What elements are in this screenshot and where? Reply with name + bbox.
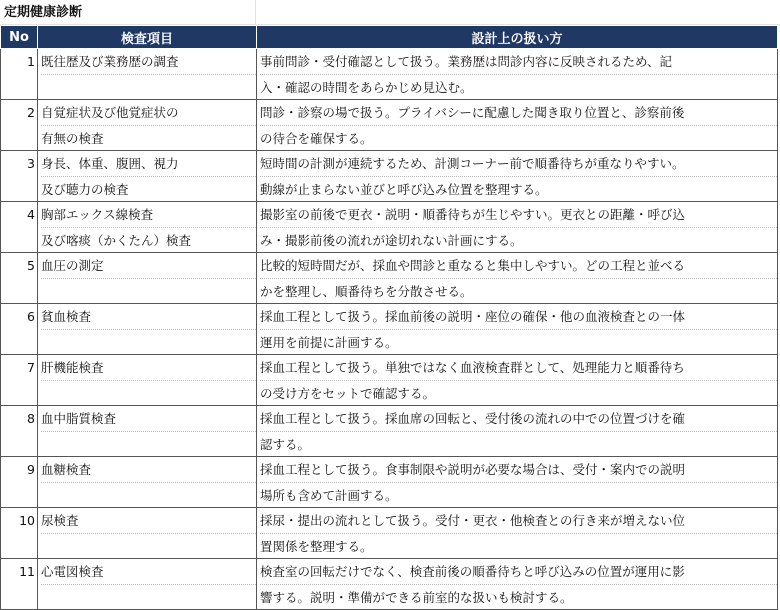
sheet-title[interactable]: 定期健康診断	[0, 0, 256, 25]
row-number[interactable]: 4	[1, 202, 38, 253]
design-note-line: 置関係を整理する。	[260, 533, 777, 559]
table-row	[1, 151, 778, 202]
design-note-line: の待合を確保する。	[260, 125, 777, 151]
exam-item-line: 胸部エックス線検査	[41, 207, 154, 222]
design-note-line: 採血工程として扱う。食事制限や説明が必要な場合は、受付・案内での説明	[260, 462, 686, 477]
exam-item-line: 心電図検査	[41, 564, 104, 579]
design-note-cell[interactable]	[257, 253, 778, 304]
row-number[interactable]: 9	[1, 457, 38, 508]
exam-item-line: 及び喀痰（かくたん）検査	[41, 227, 256, 253]
exam-item-line: 自覚症状及び他覚症状の	[41, 105, 179, 120]
design-note-cell[interactable]	[257, 508, 778, 559]
row-number[interactable]: 1	[1, 49, 38, 100]
exam-item-line: 血圧の測定	[41, 258, 104, 273]
table-row	[1, 202, 778, 253]
design-note-line: 採血工程として扱う。採血席の回転と、受付後の流れの中での位置づけを確	[260, 411, 686, 426]
design-note-line: 問診・診察の場で扱う。プライバシーに配慮した聞き取り位置と、診察前後	[260, 105, 685, 120]
design-note-line: の受け方をセットで確認する。	[260, 380, 777, 406]
exam-item-line	[41, 533, 256, 559]
header-no[interactable]: No	[1, 26, 38, 49]
title-row	[0, 0, 780, 25]
design-note-cell[interactable]	[257, 202, 778, 253]
design-note-line: 運用を前提に計画する。	[260, 329, 777, 355]
exam-item-cell[interactable]	[38, 457, 257, 508]
exam-item-line	[41, 329, 256, 355]
design-note-line: 比較的短時間だが、採血や問診と重なると集中しやすい。どの工程と並べる	[260, 258, 686, 273]
exam-item-cell[interactable]	[38, 508, 257, 559]
header-item[interactable]: 検査項目	[38, 26, 257, 49]
design-note-line: 入・確認の時間をあらかじめ見込む。	[260, 74, 777, 100]
exam-item-line: 既往歴及び業務歴の調査	[41, 54, 179, 69]
design-note-cell[interactable]	[257, 559, 778, 610]
exam-item-line: 肝機能検査	[41, 360, 104, 375]
design-note-cell[interactable]	[257, 151, 778, 202]
exam-item-line: 身長、体重、腹囲、視力	[41, 156, 179, 171]
exam-item-line: 血中脂質検査	[41, 411, 117, 426]
header-row	[1, 26, 778, 49]
table-row	[1, 406, 778, 457]
row-number[interactable]: 6	[1, 304, 38, 355]
design-note-cell[interactable]	[257, 355, 778, 406]
exam-item-line	[41, 380, 256, 406]
exam-item-cell[interactable]	[38, 202, 257, 253]
exam-table	[0, 25, 778, 610]
table-row	[1, 253, 778, 304]
table-body	[1, 49, 778, 610]
exam-item-cell[interactable]	[38, 355, 257, 406]
exam-item-line	[41, 74, 256, 100]
exam-item-line: 貧血検査	[41, 309, 92, 324]
design-note-line: 撮影室の前後で更衣・説明・順番待ちが生じやすい。更衣との距離・呼び込	[260, 207, 686, 222]
design-note-line: み・撮影前後の流れが途切れない計画にする。	[260, 227, 777, 253]
header-desc[interactable]: 設計上の扱い方	[257, 26, 778, 49]
design-note-line: 検査室の回転だけでなく、検査前後の順番待ちと呼び込みの位置が運用に影	[260, 564, 685, 579]
design-note-line: 響する。説明・準備ができる前室的な扱いも検討する。	[260, 584, 777, 610]
row-number[interactable]: 10	[1, 508, 38, 559]
row-number[interactable]: 8	[1, 406, 38, 457]
design-note-line: かを整理し、順番待ちを分散させる。	[260, 278, 777, 304]
design-note-line: 短時間の計測が連続するため、計測コーナー前で順番待ちが重なりやすい。	[260, 156, 685, 171]
design-note-cell[interactable]	[257, 457, 778, 508]
exam-item-line: 血糖検査	[41, 462, 92, 477]
exam-item-cell[interactable]	[38, 406, 257, 457]
design-note-line: 採尿・提出の流れとして扱う。受付・更衣・他検査との行き来が増えない位	[260, 513, 686, 528]
table-row	[1, 100, 778, 151]
exam-item-line: 尿検査	[41, 513, 79, 528]
exam-item-line: 有無の検査	[41, 125, 256, 151]
exam-item-cell[interactable]	[38, 304, 257, 355]
exam-item-line	[41, 584, 256, 610]
exam-item-cell[interactable]	[38, 253, 257, 304]
design-note-cell[interactable]	[257, 49, 778, 100]
design-note-line: 採血工程として扱う。単独ではなく血液検査群として、処理能力と順番待ち	[260, 360, 685, 375]
row-number[interactable]: 5	[1, 253, 38, 304]
row-number[interactable]: 11	[1, 559, 38, 610]
exam-item-line	[41, 482, 256, 508]
design-note-cell[interactable]	[257, 406, 778, 457]
empty-cell[interactable]	[256, 0, 780, 25]
table-row	[1, 304, 778, 355]
row-number[interactable]: 3	[1, 151, 38, 202]
design-note-line: 動線が止まらない並びと呼び込み位置を整理する。	[260, 176, 777, 202]
table-row	[1, 457, 778, 508]
row-number[interactable]: 2	[1, 100, 38, 151]
exam-item-cell[interactable]	[38, 559, 257, 610]
row-number[interactable]: 7	[1, 355, 38, 406]
exam-item-line	[41, 431, 256, 457]
exam-item-cell[interactable]	[38, 100, 257, 151]
exam-item-line: 及び聴力の検査	[41, 176, 256, 202]
design-note-cell[interactable]	[257, 304, 778, 355]
design-note-line: 採血工程として扱う。採血前後の説明・座位の確保・他の血液検査との一体	[260, 309, 686, 324]
design-note-cell[interactable]	[257, 100, 778, 151]
design-note-line: 認する。	[260, 431, 777, 457]
table-row	[1, 49, 778, 100]
table-row	[1, 508, 778, 559]
exam-item-cell[interactable]	[38, 151, 257, 202]
table-row	[1, 355, 778, 406]
exam-item-cell[interactable]	[38, 49, 257, 100]
exam-item-line	[41, 278, 256, 304]
design-note-line: 場所も含めて計画する。	[260, 482, 777, 508]
design-note-line: 事前問診・受付確認として扱う。業務歴は問診内容に反映されるため、記	[260, 54, 673, 69]
table-row	[1, 559, 778, 610]
